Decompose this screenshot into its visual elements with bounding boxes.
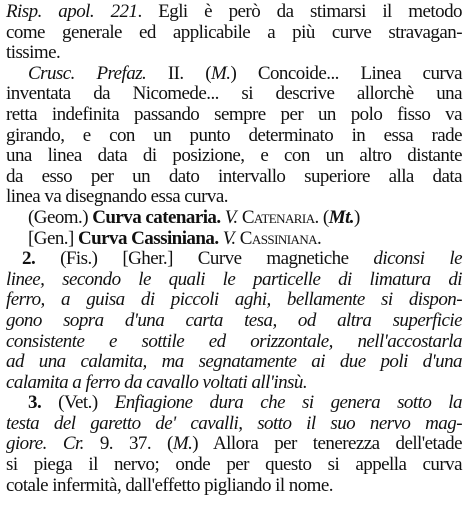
text-run: diconsi le bbox=[373, 248, 462, 270]
text-run: linee, secondo le quali le particelle di limatura di bbox=[6, 268, 462, 290]
text-run: II. ( bbox=[167, 62, 211, 84]
text-run: testa del garetto de' cavalli, sotto il suo nervo mag- bbox=[6, 412, 462, 434]
text-run: si piega il nervo; onde per questo si appella curva bbox=[6, 454, 462, 476]
text-line bbox=[6, 373, 462, 394]
text-run: gono sopra d'una carta tesa, od altra superficie bbox=[6, 309, 462, 331]
text-line bbox=[6, 229, 462, 250]
text-line bbox=[6, 43, 462, 64]
text-run: . ( bbox=[314, 206, 329, 228]
text-run: linea va disegnando essa curva. bbox=[6, 186, 228, 208]
text-run: Cassiniana bbox=[239, 227, 317, 249]
text-run: ferro, a guisa di piccoli aghi, bellamente si dispon- bbox=[6, 289, 462, 311]
text-line bbox=[6, 332, 462, 353]
text-run: giore. Cr. bbox=[6, 433, 100, 455]
text-line bbox=[6, 290, 462, 311]
text-line bbox=[6, 455, 462, 476]
text-run: Catenaria bbox=[241, 206, 315, 228]
text-line bbox=[6, 208, 462, 229]
text-run: da esso per un dato intervallo superiore alla data bbox=[6, 165, 462, 187]
text-run: ) Concoide... Linea curva bbox=[230, 62, 463, 84]
text-line bbox=[6, 105, 462, 126]
text-line bbox=[6, 311, 462, 332]
text-line bbox=[6, 187, 462, 208]
text-line bbox=[6, 414, 462, 435]
text-line bbox=[6, 126, 462, 147]
text-run: calamita a ferro da cavallo voltati all'insù. bbox=[6, 371, 308, 393]
text-run: consistente e sottile ed orizzontale, nell'accostarla bbox=[6, 330, 462, 352]
text-run: Curva catenaria. bbox=[92, 206, 221, 228]
text-run: (Vet.) bbox=[41, 392, 115, 414]
text-run: ad una calamita, ma segnatamente ai due poli d'una bbox=[6, 351, 462, 373]
text-run: inventata da Nicomede... si descrive allorchè una bbox=[6, 83, 462, 105]
text-run: Mt. bbox=[328, 206, 354, 228]
text-line bbox=[6, 249, 462, 270]
text-run: come generale ed applicabile a più curve stravagan- bbox=[6, 21, 462, 43]
text-line bbox=[6, 270, 462, 291]
text-line bbox=[6, 2, 462, 23]
text-run: Enfiagione dura che si genera sotto la bbox=[114, 392, 462, 414]
text-line bbox=[6, 64, 462, 85]
text-run: tissime. bbox=[6, 42, 61, 64]
text-line bbox=[6, 352, 462, 373]
text-run: Curva Cassiniana. bbox=[77, 227, 219, 249]
text-run: 2. bbox=[22, 248, 36, 270]
text-line bbox=[6, 434, 462, 455]
text-run: ) Allora per tenerezza dell'etade bbox=[192, 433, 462, 455]
text-run: una linea data di posizione, e con un altro distante bbox=[6, 145, 462, 167]
text-run: Risp. apol. 221 bbox=[6, 1, 138, 22]
text-line bbox=[6, 146, 462, 167]
text-run: [Gen.] bbox=[28, 227, 78, 249]
text-line bbox=[6, 84, 462, 105]
text-run: M. bbox=[210, 62, 231, 84]
text-run: V. bbox=[224, 206, 238, 228]
text-line bbox=[6, 393, 462, 414]
text-line bbox=[6, 23, 462, 44]
text-run: . Egli è però da stimarsi il metodo bbox=[137, 1, 462, 22]
text-run: M. bbox=[172, 433, 193, 455]
text-run: cotale infermità, dall'effetto pigliando il nome. bbox=[6, 474, 333, 496]
text-line bbox=[6, 476, 462, 497]
text-run: V. bbox=[222, 227, 236, 249]
text-run: . bbox=[317, 227, 322, 249]
text-run: (Fis.) [Gher.] Curve magnetiche bbox=[35, 248, 374, 270]
text-line bbox=[6, 167, 462, 188]
text-run: Crusc. Prefaz. bbox=[28, 62, 168, 84]
text-run: 3. bbox=[28, 392, 42, 414]
text-run: ) bbox=[354, 206, 360, 228]
text-run: 9. 37. ( bbox=[99, 433, 173, 455]
text-run: retta indefinita passando sempre per un polo fisso va bbox=[6, 103, 462, 125]
text-run: (Geom.) bbox=[28, 206, 93, 228]
text-run: girando, e con un punto determinato in essa rade bbox=[6, 124, 462, 146]
